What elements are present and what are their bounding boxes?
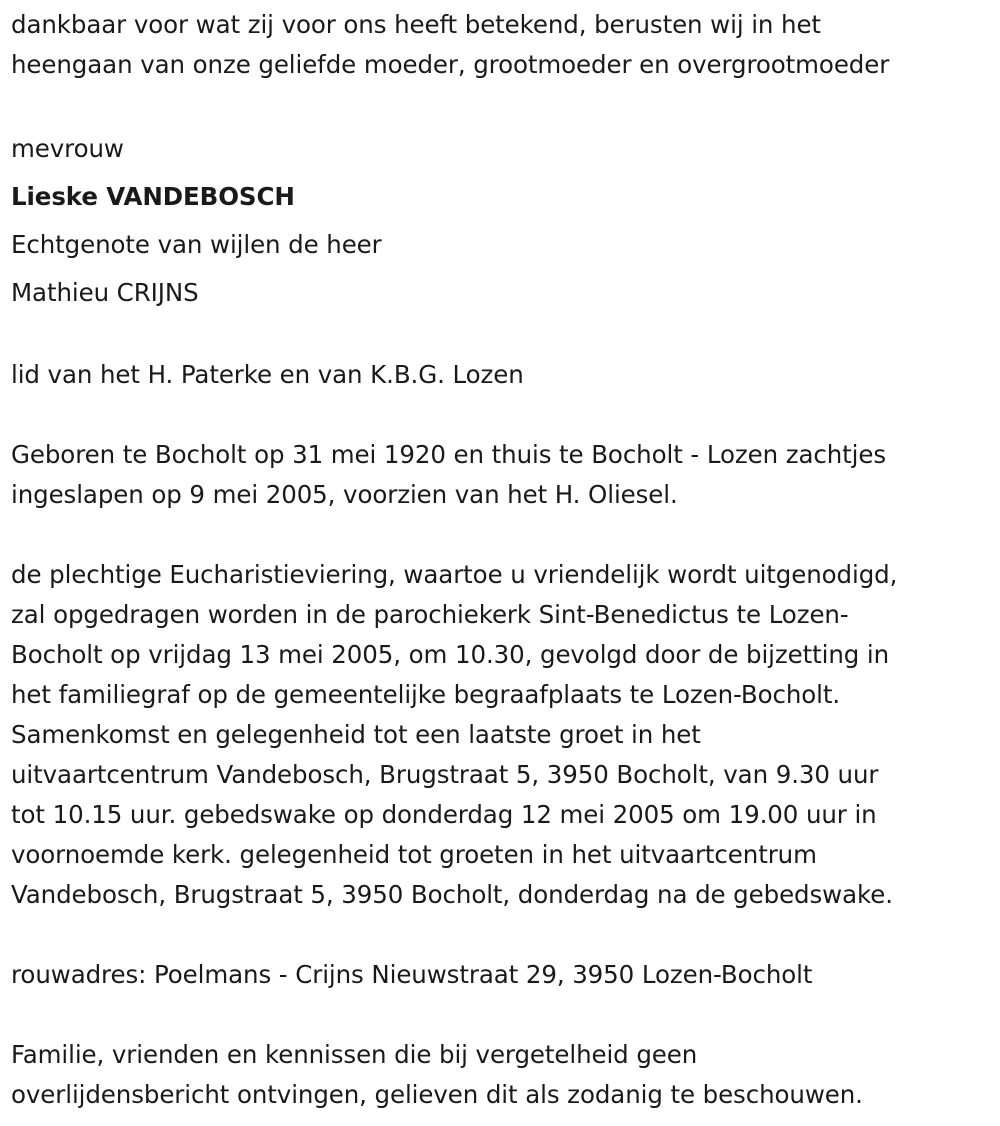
ceremony-line: tot 10.15 uur. gebedswake op donderdag 12 mei 2005 om 19.00 uur in	[11, 800, 877, 829]
mourning-address-paragraph	[11, 955, 1000, 995]
closing-line: overlijdensbericht ontvingen, gelieven dit als zodanig te beschouwen.	[11, 1080, 863, 1109]
membership-paragraph	[11, 355, 1000, 395]
ceremony-line: voornoemde kerk. gelegenheid tot groeten in het uitvaartcentrum	[11, 840, 817, 869]
ceremony-paragraph	[11, 555, 1000, 915]
salutation: mevrouw	[11, 134, 124, 163]
intro-line: dankbaar voor wat zij voor ons heeft betekend, berusten wij in het	[11, 10, 821, 39]
ceremony-line: Vandebosch, Brugstraat 5, 3950 Bocholt, donderdag na de gebedswake.	[11, 880, 893, 909]
ceremony-line: uitvaartcentrum Vandebosch, Brugstraat 5, 3950 Bocholt, van 9.30 uur	[11, 760, 879, 789]
birth-death-line: Geboren te Bocholt op 31 mei 1920 en thuis te Bocholt - Lozen zachtjes	[11, 440, 887, 469]
ceremony-line: de plechtige Eucharistieviering, waartoe u vriendelijk wordt uitgenodigd,	[11, 560, 898, 589]
ceremony-line: Samenkomst en gelegenheid tot een laatste groet in het	[11, 720, 701, 749]
mourning-address: rouwadres: Poelmans - Crijns Nieuwstraat 29, 3950 Lozen-Bocholt	[11, 960, 813, 989]
intro-paragraph	[11, 5, 1000, 85]
birth-death-line: ingeslapen op 9 mei 2005, voorzien van het H. Oliesel.	[11, 480, 678, 509]
birth-death-paragraph	[11, 435, 1000, 515]
ceremony-line: het familiegraf op de gemeentelijke begraafplaats te Lozen-Bocholt.	[11, 680, 841, 709]
ceremony-line: Bocholt op vrijdag 13 mei 2005, om 10.30, gevolgd door de bijzetting in	[11, 640, 890, 669]
closing-line: Familie, vrienden en kennissen die bij vergetelheid geen	[11, 1040, 698, 1069]
membership-line: lid van het H. Paterke en van K.B.G. Lozen	[11, 360, 524, 389]
deceased-name: Lieske VANDEBOSCH	[11, 182, 295, 211]
spouse-line: Echtgenote van wijlen de heer	[11, 230, 382, 259]
intro-line: heengaan van onze geliefde moeder, grootmoeder en overgrootmoeder	[11, 50, 890, 79]
spouse-name: Mathieu CRIJNS	[11, 278, 199, 307]
ceremony-line: zal opgedragen worden in de parochiekerk Sint-Benedictus te Lozen-	[11, 600, 849, 629]
closing-paragraph	[11, 1035, 1000, 1115]
person-block	[11, 125, 1000, 317]
